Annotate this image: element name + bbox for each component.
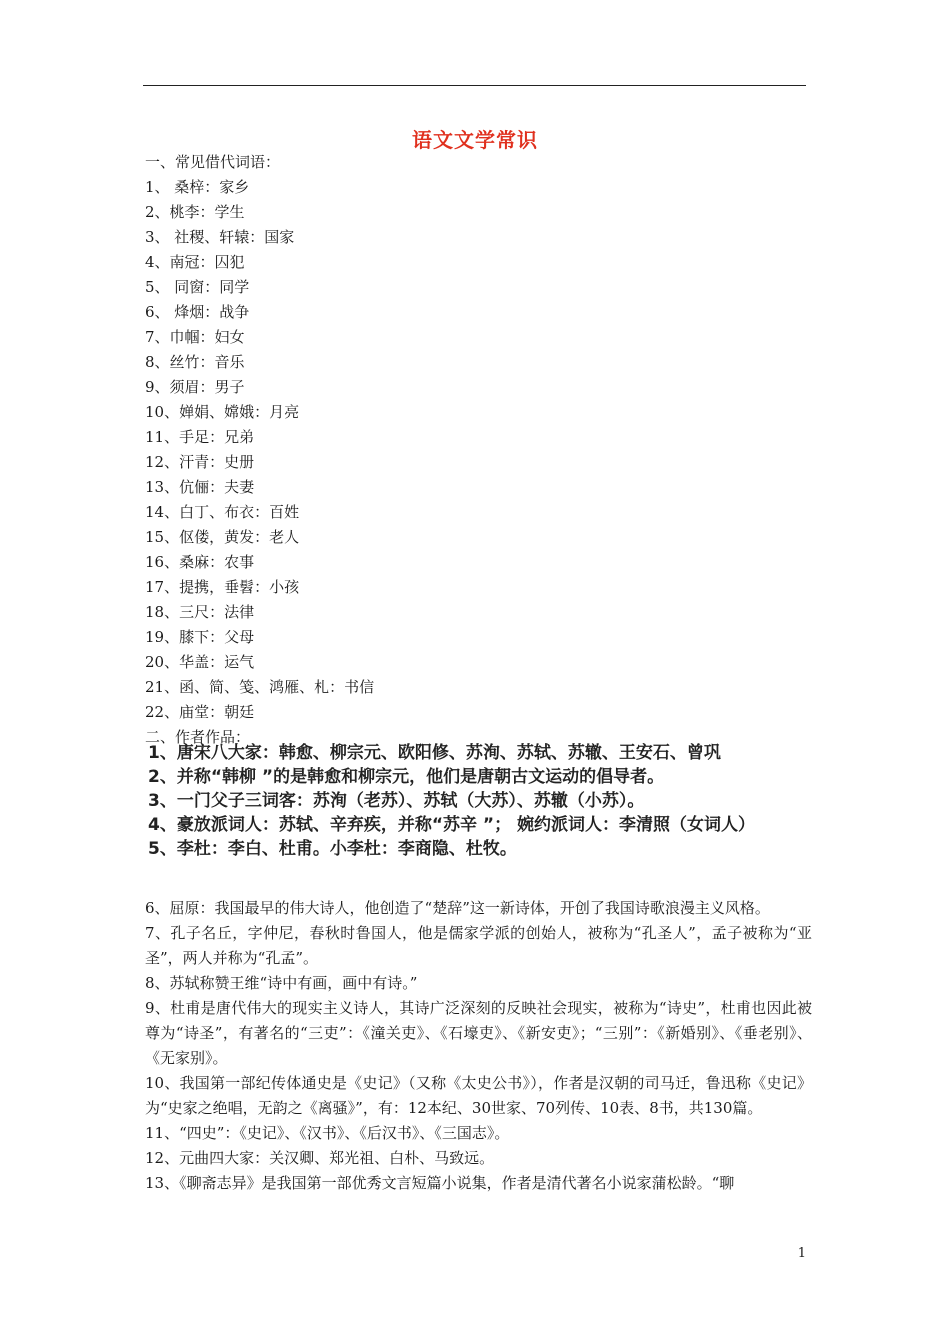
list-item: 12、汗青：史册 (145, 453, 255, 471)
bold-item: 1、唐宋八大家：韩愈、柳宗元、欧阳修、苏洵、苏轼、苏辙、王安石、曾巩 (148, 743, 721, 763)
bold-item: 5、李杜：李白、杜甫。小李杜：李商隐、杜牧。 (148, 839, 517, 859)
list-item: 21、函、简、笺、鸿雁、札：书信 (145, 678, 375, 696)
list-item: 6、 烽烟：战争 (145, 303, 250, 321)
list-item: 9、须眉：男子 (145, 378, 245, 396)
section-heading: 二、作者作品： (145, 728, 251, 746)
list-item: 18、三尺：法律 (145, 603, 255, 621)
list-item: 17、提携，垂髫：小孩 (145, 578, 300, 596)
list-item: 14、白丁、布衣：百姓 (145, 503, 300, 521)
section-heading: 一、常见借代词语： (145, 153, 281, 171)
paragraph: 10、我国第一部纪传体通史是《史记》（又称《太史公书》），作者是汉朝的司马迁，鲁迅称《史记》为“史家之绝唱，无韵之《离骚》”，有：12本纪、30世家、70列传、10表、8书，共130篇。 (145, 1074, 812, 1117)
bold-item: 4、豪放派词人：苏轼、辛弃疾，并称“苏辛 ”； 婉约派词人：李清照（女词人） (148, 815, 756, 835)
paragraph: 7、孔子名丘，字仲尼，春秋时鲁国人，他是儒家学派的创始人，被称为“孔圣人”，孟子被称为“亚圣”，两人并称为“孔孟”。 (145, 924, 812, 967)
paragraph: 6、屈原：我国最早的伟大诗人，他创造了“楚辞”这一新诗体，开创了我国诗歌浪漫主义风格。 (145, 899, 770, 917)
bold-item: 3、一门父子三词客：苏洵（老苏）、苏轼（大苏）、苏辙（小苏）。 (148, 791, 645, 811)
list-item: 4、南冠：囚犯 (145, 253, 245, 271)
section-borrowed-words (145, 150, 810, 750)
list-item: 1、 桑梓：家乡 (145, 178, 250, 196)
paragraph: 11、“四史”：《史记》、《汉书》、《后汉书》、《三国志》。 (145, 1124, 510, 1142)
list-item: 7、巾帼：妇女 (145, 328, 245, 346)
paragraph: 8、苏轼称赞王维“诗中有画，画中有诗。” (145, 974, 418, 992)
list-item: 10、婵娟、嫦娥：月亮 (145, 403, 300, 421)
list-item: 15、伛偻，黄发：老人 (145, 528, 300, 546)
list-item: 20、华盖：运气 (145, 653, 255, 671)
list-item: 3、 社稷、轩辕：国家 (145, 228, 295, 246)
list-item: 5、 同窗：同学 (145, 278, 250, 296)
list-item: 2、桃李：学生 (145, 203, 245, 221)
page-number: 1 (797, 1246, 806, 1261)
paragraph: 13、《聊斋志异》是我国第一部优秀文言短篇小说集，作者是清代著名小说家蒲松龄。“聊 (145, 1174, 735, 1192)
list-item: 22、庙堂：朝廷 (145, 703, 255, 721)
list-item: 13、伉俪：夫妻 (145, 478, 255, 496)
paragraph: 9、杜甫是唐代伟大的现实主义诗人，其诗广泛深刻的反映社会现实，被称为“诗史”，杜甫也因此被尊为“诗圣”，有著名的“三吏”：《潼关吏》、《石壕吏》、《新安吏》；“三别”：《新婚别》、《垂老别》、《无家别》。 (145, 999, 812, 1067)
list-item: 19、膝下：父母 (145, 628, 255, 646)
list-item: 16、桑麻：农事 (145, 553, 255, 571)
header-rule (143, 85, 806, 86)
bold-item: 2、并称“韩柳 ”的是韩愈和柳宗元，他们是唐朝古文运动的倡导者。 (148, 767, 665, 787)
section-authors-bold (148, 741, 813, 861)
list-item: 8、丝竹：音乐 (145, 353, 245, 371)
list-item: 11、手足：兄弟 (145, 428, 255, 446)
paragraph: 12、元曲四大家：关汉卿、郑光祖、白朴、马致远。 (145, 1149, 495, 1167)
document-title: 语文文学常识 (412, 128, 538, 152)
section-authors-paragraphs (145, 896, 812, 1196)
